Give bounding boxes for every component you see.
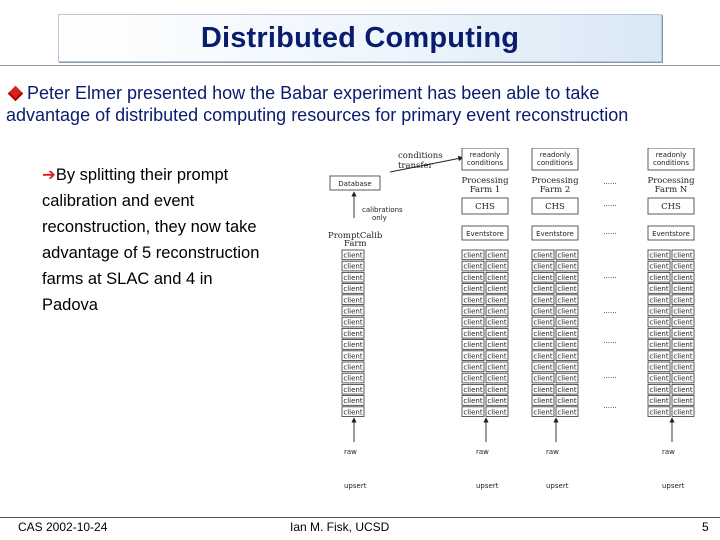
client-label: client xyxy=(487,318,507,327)
client-label: client xyxy=(343,262,363,271)
client-label: client xyxy=(557,363,577,372)
client-label: client xyxy=(673,307,693,316)
client-label: client xyxy=(649,285,669,294)
client-label: client xyxy=(487,273,507,282)
client-label: client xyxy=(533,329,553,338)
client-label: client xyxy=(649,341,669,350)
arrow-bullet-icon: ➔ xyxy=(42,166,56,184)
client-label: client xyxy=(463,318,483,327)
chs-label: CHS xyxy=(475,202,495,212)
client-label: client xyxy=(487,408,507,417)
client-label: client xyxy=(673,397,693,406)
client-label: client xyxy=(673,262,693,271)
upsert-label: upsert xyxy=(662,482,685,490)
client-label: client xyxy=(533,374,553,383)
client-label: client xyxy=(673,285,693,294)
client-label: client xyxy=(343,352,363,361)
client-label: client xyxy=(557,296,577,305)
database-label: Database xyxy=(338,180,372,188)
raw-label: raw xyxy=(476,448,489,456)
client-label: client xyxy=(487,363,507,372)
client-label: client xyxy=(649,385,669,394)
eventstore-label: Eventstore xyxy=(466,230,504,238)
client-label: client xyxy=(557,385,577,394)
client-label: client xyxy=(557,397,577,406)
client-label: client xyxy=(343,397,363,406)
client-label: client xyxy=(343,341,363,350)
client-label: client xyxy=(463,363,483,372)
readonly-conditions-label: conditions xyxy=(466,159,504,167)
client-label: client xyxy=(557,251,577,260)
client-label: client xyxy=(673,374,693,383)
client-label: client xyxy=(557,374,577,383)
ellipsis-label: ...... xyxy=(603,337,617,345)
client-label: client xyxy=(533,273,553,282)
client-label: client xyxy=(487,341,507,350)
ellipsis-label: ...... xyxy=(603,372,617,380)
client-label: client xyxy=(487,385,507,394)
upsert-label: upsert xyxy=(476,482,499,490)
client-label: client xyxy=(463,262,483,271)
client-label: client xyxy=(649,374,669,383)
slide-title: Distributed Computing xyxy=(200,22,520,54)
prompt-calib-farm-label: Farm xyxy=(344,239,367,249)
client-label: client xyxy=(649,307,669,316)
client-label: client xyxy=(649,397,669,406)
client-label: client xyxy=(673,273,693,282)
client-label: client xyxy=(533,307,553,316)
client-label: client xyxy=(487,329,507,338)
eventstore-label: Eventstore xyxy=(536,230,574,238)
client-label: client xyxy=(343,307,363,316)
raw-label: raw xyxy=(546,448,559,456)
processing-farm-label: Processing xyxy=(461,176,509,186)
client-label: client xyxy=(533,352,553,361)
ellipsis-label: ...... xyxy=(603,228,617,236)
client-label: client xyxy=(557,307,577,316)
client-label: client xyxy=(533,363,553,372)
sub-bullet xyxy=(42,162,272,318)
readonly-conditions-label: readonly xyxy=(539,151,571,159)
client-label: client xyxy=(533,296,553,305)
client-label: client xyxy=(649,318,669,327)
ellipsis-label: ...... xyxy=(603,178,617,186)
client-label: client xyxy=(649,352,669,361)
client-label: client xyxy=(487,296,507,305)
upsert-label: upsert xyxy=(546,482,569,490)
client-label: client xyxy=(533,408,553,417)
client-label: client xyxy=(533,385,553,394)
sub-bullet-text: By splitting their prompt calibration and event reconstruction, they now take advantage of 5 reconstruction farms at SLAC and 4 in Padova xyxy=(42,166,260,314)
client-label: client xyxy=(487,251,507,260)
client-label: client xyxy=(649,296,669,305)
calibrations-only-label: calibrations xyxy=(362,206,403,214)
client-label: client xyxy=(343,318,363,327)
client-label: client xyxy=(463,296,483,305)
client-label: client xyxy=(343,273,363,282)
client-label: client xyxy=(557,352,577,361)
client-label: client xyxy=(649,262,669,271)
client-label: client xyxy=(557,329,577,338)
readonly-conditions-label: conditions xyxy=(536,159,574,167)
footer-rule xyxy=(0,517,720,518)
client-label: client xyxy=(343,363,363,372)
client-label: client xyxy=(557,318,577,327)
footer-date: CAS 2002-10-24 xyxy=(18,520,108,534)
client-label: client xyxy=(557,408,577,417)
client-label: client xyxy=(649,363,669,372)
client-label: client xyxy=(463,341,483,350)
client-label: client xyxy=(649,329,669,338)
upsert-label: upsert xyxy=(344,482,367,490)
client-label: client xyxy=(343,385,363,394)
distributed-farm-diagram xyxy=(326,148,696,510)
client-label: client xyxy=(463,385,483,394)
processing-farm-label: Farm 1 xyxy=(469,185,501,195)
processing-farm-label: Processing xyxy=(531,176,579,186)
client-label: client xyxy=(649,251,669,260)
client-label: client xyxy=(673,341,693,350)
client-label: client xyxy=(463,352,483,361)
readonly-conditions-label: conditions xyxy=(652,159,690,167)
client-label: client xyxy=(487,397,507,406)
client-label: client xyxy=(673,352,693,361)
raw-label: raw xyxy=(344,448,357,456)
client-label: client xyxy=(343,285,363,294)
client-label: client xyxy=(343,296,363,305)
title-box xyxy=(58,14,662,62)
client-label: client xyxy=(673,251,693,260)
client-label: client xyxy=(487,374,507,383)
prompt-calib-farm-label: PromptCalib xyxy=(328,231,383,241)
client-label: client xyxy=(463,307,483,316)
client-label: client xyxy=(557,285,577,294)
client-label: client xyxy=(343,329,363,338)
client-label: client xyxy=(533,341,553,350)
chs-label: CHS xyxy=(545,202,565,212)
client-label: client xyxy=(557,273,577,282)
diamond-bullet-icon xyxy=(8,86,24,102)
client-label: client xyxy=(649,273,669,282)
client-label: client xyxy=(533,397,553,406)
ellipsis-label: ...... xyxy=(603,200,617,208)
client-label: client xyxy=(463,408,483,417)
conditions-transfer-label: transfer xyxy=(398,161,433,171)
client-label: client xyxy=(343,251,363,260)
client-label: client xyxy=(487,262,507,271)
conditions-transfer-label: conditions xyxy=(398,151,443,161)
client-label: client xyxy=(463,251,483,260)
client-label: client xyxy=(533,318,553,327)
client-label: client xyxy=(487,352,507,361)
chs-label: CHS xyxy=(661,202,681,212)
client-label: client xyxy=(487,307,507,316)
client-label: client xyxy=(673,296,693,305)
client-label: client xyxy=(649,408,669,417)
client-label: client xyxy=(463,273,483,282)
footer-author: Ian M. Fisk, UCSD xyxy=(290,520,390,534)
title-rule xyxy=(0,65,720,66)
client-label: client xyxy=(533,251,553,260)
footer-page-number: 5 xyxy=(702,520,709,534)
processing-farm-label: Farm 2 xyxy=(539,185,571,195)
client-label: client xyxy=(533,262,553,271)
processing-farm-label: Farm N xyxy=(654,185,688,195)
client-label: client xyxy=(463,397,483,406)
client-label: client xyxy=(557,341,577,350)
client-label: client xyxy=(673,363,693,372)
readonly-conditions-label: readonly xyxy=(655,151,687,159)
bullet-main-text: Peter Elmer presented how the Babar experiment has been able to take advantage of distributed computing resources for primary event reconstruction xyxy=(6,83,629,125)
client-label: client xyxy=(533,285,553,294)
raw-label: raw xyxy=(662,448,675,456)
client-label: client xyxy=(343,374,363,383)
calibrations-only-label: only xyxy=(372,214,387,222)
client-label: client xyxy=(463,285,483,294)
ellipsis-label: ...... xyxy=(603,402,617,410)
readonly-conditions-label: readonly xyxy=(469,151,501,159)
client-label: client xyxy=(487,285,507,294)
client-label: client xyxy=(673,318,693,327)
client-label: client xyxy=(463,329,483,338)
ellipsis-label: ...... xyxy=(603,307,617,315)
processing-farm-label: Processing xyxy=(647,176,695,186)
client-label: client xyxy=(463,374,483,383)
bullet-main xyxy=(6,82,686,126)
client-label: client xyxy=(343,408,363,417)
ellipsis-label: ...... xyxy=(603,272,617,280)
client-label: client xyxy=(557,262,577,271)
eventstore-label: Eventstore xyxy=(652,230,690,238)
client-label: client xyxy=(673,329,693,338)
client-label: client xyxy=(673,385,693,394)
client-label: client xyxy=(673,408,693,417)
